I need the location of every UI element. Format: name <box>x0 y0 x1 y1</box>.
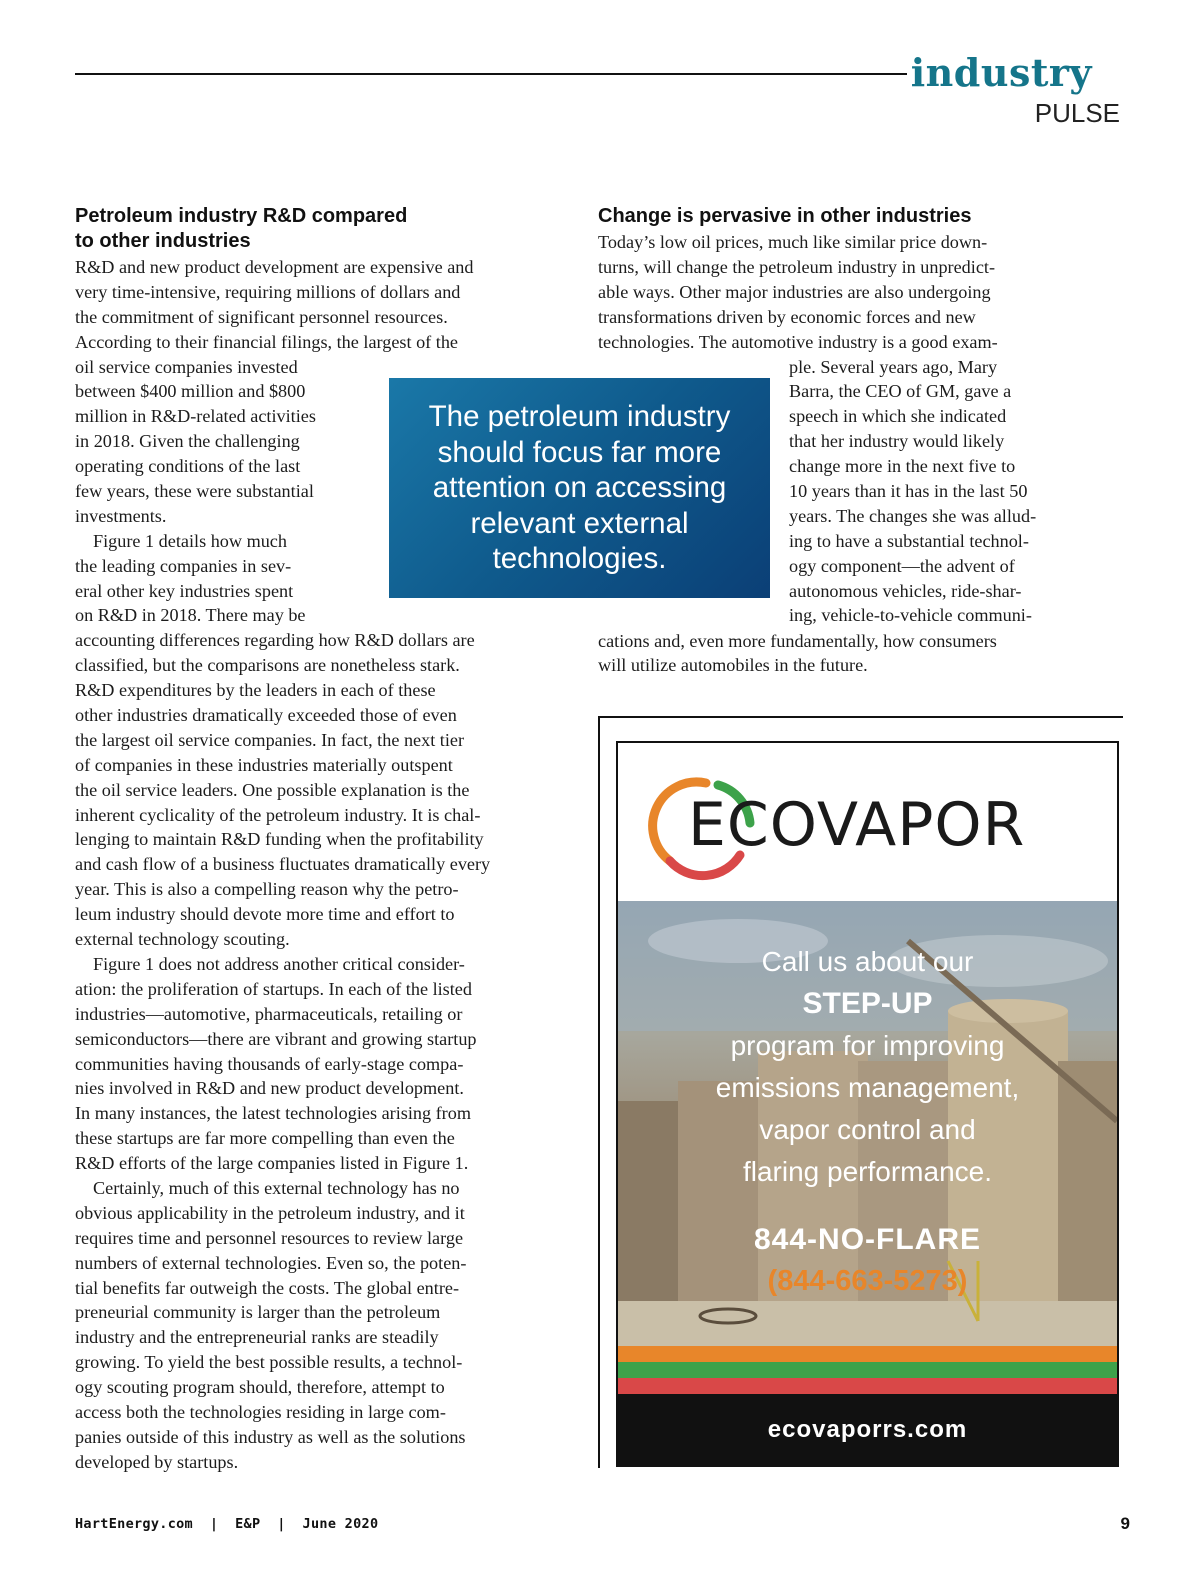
right-article-narrow: ple. Several years ago, Mary Barra, the CEO of GM, gave a speech in which she indicated that her industry would likely change more in the next five to 10 years than it has in the last 50 years. The changes she was allud- ing to have a substantial technol- ogy component—the advent of autonomous vehicles, ride-shar- ing, vehicle-to-vehicle communi- <box>789 356 1037 626</box>
page-number: 9 <box>1120 1514 1130 1533</box>
pull-quote-text: The petroleum industry should focus far more attention on accessing relevant external technologies. <box>428 400 731 576</box>
green-stripe <box>618 1362 1117 1378</box>
ad-phone-number[interactable]: (844-663-5273) <box>767 1265 968 1297</box>
left-article-top: R&D and new product development are expensive and very time-intensive, requiring millions of dollars and the commitment of significant personnel resources. According to their financial filings, the largest of the oil service companies invested between $400 million and $800 million in R&D-related activities in 2018. Given the challenging operating conditions of the last few years, these were substantial investments. Figure 1 details how much the leading companies in sev- eral other key industries spent on R&D in 2018. There may be accounting differences regarding how R&D dollars are classified, but the comparisons are nonetheless stark. R&D expenditures by the leaders in each of these other industries dramatically exceeded those of even the largest oil service companies. In fact, the next tier of companies in these industries materially outspent the oil service leaders. One possible explanation is the inherent cyclicality of the petroleum industry. It is chal- lenging to maintain R&D funding when the profitability and cash flow of a business fluctuates dramatically every year. This is also a compelling reason why the petro- leum industry should devote more time and effort to external technology scouting. Figure 1 does not address another critical consider- ation: the proliferation of startups. In each of the listed industries—automotive, pharmaceuticals, retailing or semiconductors—there are vibrant and growing startup communities having thousands of early-stage compa- nies involved in R&D and new product development. In many instances, the latest technologies arising from these startups are far more compelling than even the R&D efforts of the large companies listed in Figure 1. Certainly, much of this external technology has no obvious applicability in the petroleum industry, and it requires time and personnel resources to review large numbers of external technologies. Even so, the poten- tial benefits far outweigh the costs. The global entre- preneurial community is larger than the petroleum industry and the entrepreneurial ranks are steadily growing. To yield the best possible results, a technol- ogy scouting program should, therefore, attempt to access both the technologies residing in large com- panies outside of this industry as well as the solutions developed by startups. <box>75 257 491 1472</box>
right-article-top: Today’s low oil prices, much like similar price down- turns, will change the petroleum industry in unpredict- able ways. Other major industries are also undergoing transformations driven by economic forces and new technologies. The automotive industry is a good exam- <box>598 232 998 352</box>
ad-frame-left-rule <box>598 716 600 1468</box>
ad-message: Call us about our STEP-UP program for improving emissions management, vapor control and flaring performance. <box>715 946 1020 1187</box>
right-heading: Change is pervasive in other industries <box>598 205 972 227</box>
red-stripe <box>618 1378 1117 1394</box>
ad-phone-vanity[interactable]: 844-NO-FLARE <box>753 1223 982 1256</box>
right-article-bottom: cations and, even more fundamentally, how consumers will utilize automobiles in the future. <box>598 630 997 676</box>
section-subtitle: PULSE <box>1034 98 1120 128</box>
ad-logo-area <box>618 743 1117 901</box>
pull-quote-box <box>389 378 770 598</box>
ad-brand-name: ECOVAPOR <box>688 790 1026 860</box>
header-rule <box>75 73 907 75</box>
ad-website-link[interactable]: ecovaporrs.com <box>767 1415 968 1443</box>
footer-publication-info: HartEnergy.com | E&P | June 2020 <box>75 1516 379 1532</box>
orange-stripe <box>618 1346 1117 1362</box>
section-title: industry <box>910 50 1092 95</box>
ecovapor-advertisement[interactable] <box>616 741 1119 1467</box>
left-heading: Petroleum industry R&D compared to other industries <box>75 205 408 252</box>
ad-frame-top-rule <box>598 716 1123 718</box>
ad-photo-background <box>618 901 1117 1346</box>
ad-color-stripes <box>618 1346 1117 1394</box>
ad-footer-bar <box>618 1394 1117 1465</box>
